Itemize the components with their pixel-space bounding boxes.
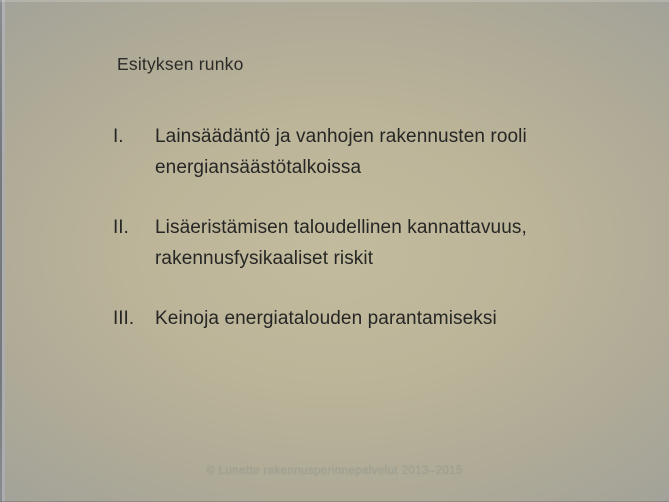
agenda-item-1-numeral: I. bbox=[113, 126, 124, 147]
agenda-item-3-numeral: III. bbox=[113, 308, 135, 329]
agenda-item-3-text: Keinoja energiatalouden parantamiseksi bbox=[155, 308, 497, 329]
agenda-item-2-text: Lisäeristämisen taloudellinen kannattavuus, rakennusfysikaaliset riskit bbox=[155, 217, 527, 269]
agenda-list bbox=[113, 121, 583, 363]
copyright-footer: © Lunette rakennusperinnepalvelut 2013–2015 bbox=[206, 465, 463, 477]
agenda-item-2 bbox=[113, 212, 583, 274]
agenda-item-3 bbox=[113, 303, 583, 334]
agenda-item-1-text: Lainsäädäntö ja vanhojen rakennusten rooli energiansäästötalkoissa bbox=[155, 126, 527, 178]
slide-left-edge-light bbox=[2, 0, 5, 502]
slide-top-edge-highlight bbox=[0, 0, 669, 2]
agenda-item-1 bbox=[113, 121, 583, 183]
agenda-item-2-numeral: II. bbox=[113, 217, 129, 238]
slide-title: Esityksen runko bbox=[117, 54, 244, 74]
